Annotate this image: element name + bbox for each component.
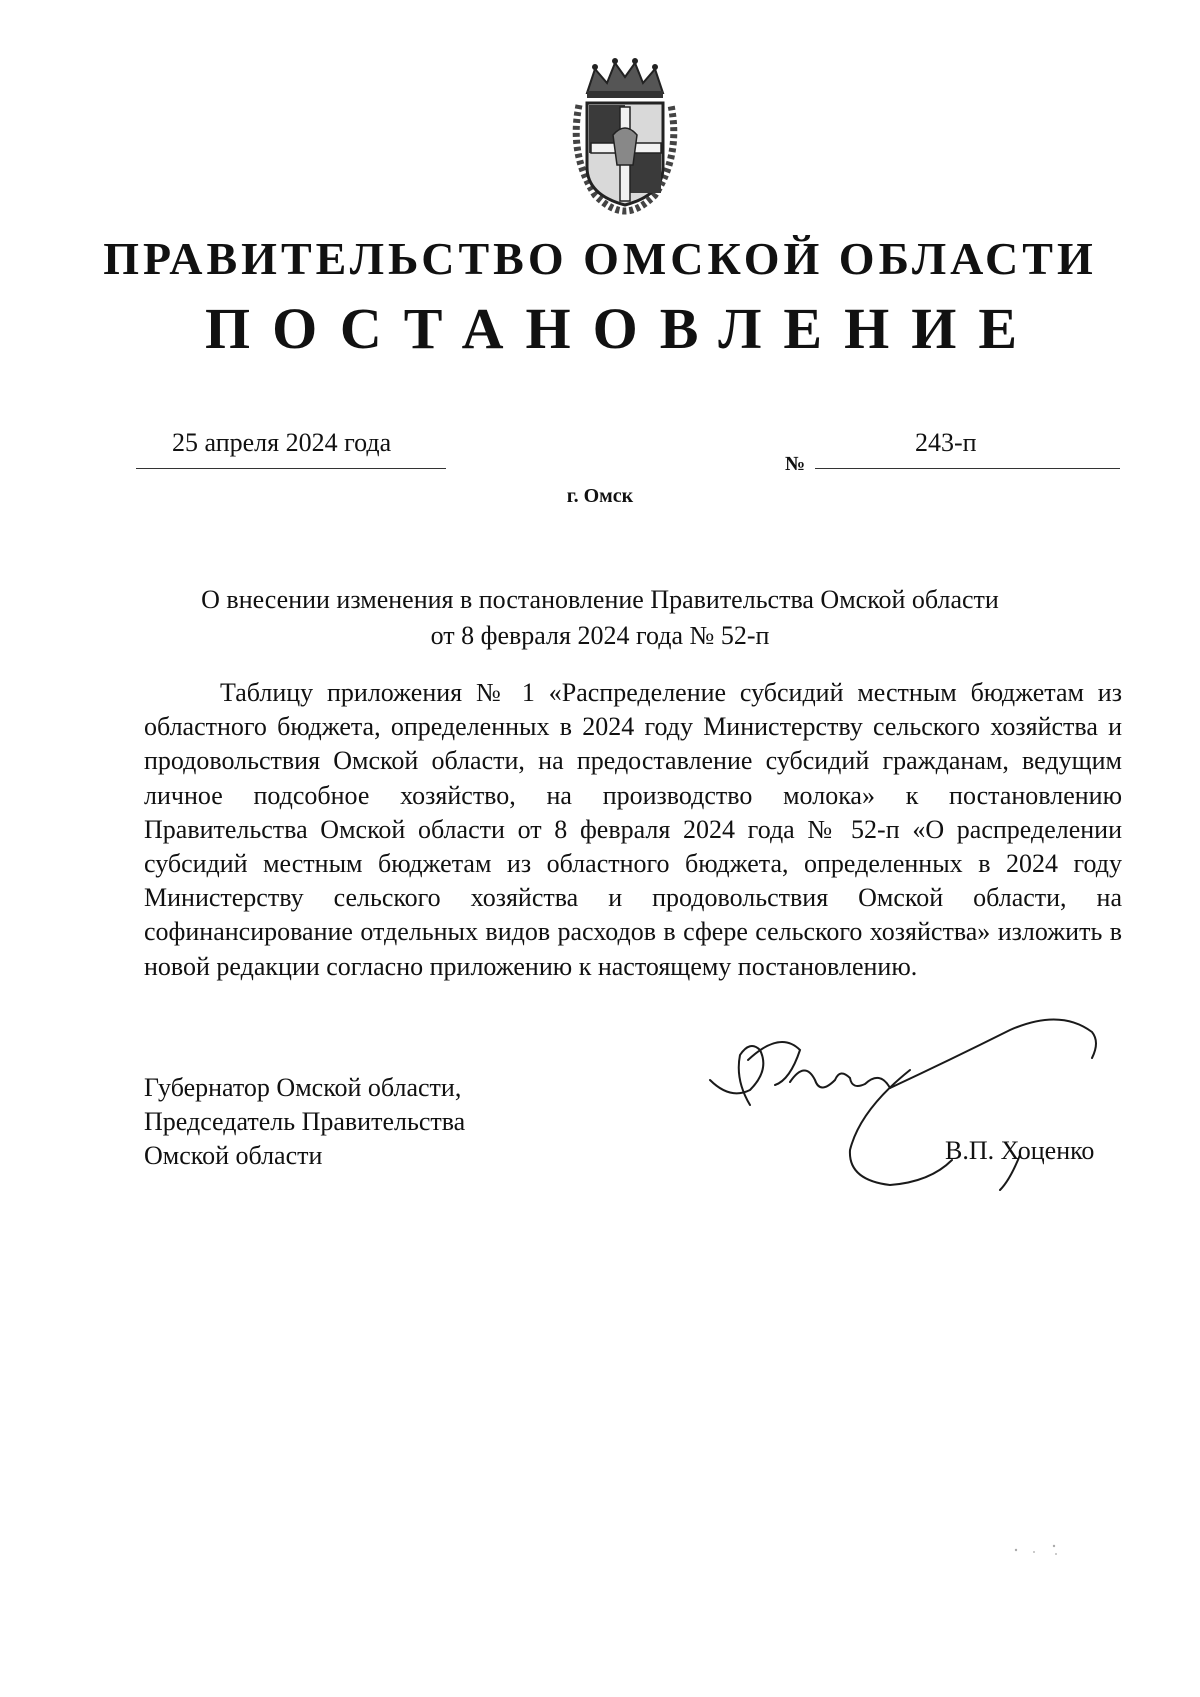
date-field — [136, 430, 446, 469]
signature-icon — [690, 1010, 1120, 1200]
signer-title-line-2: Председатель Правительства — [144, 1107, 466, 1136]
number-field — [815, 430, 1120, 469]
subject-line-1: О внесении изменения в постановление Правительства Омской области — [201, 585, 999, 614]
coat-of-arms-icon — [565, 55, 685, 215]
document-date: 25 апреля 2024 года — [172, 428, 392, 457]
signer-title — [144, 1071, 465, 1173]
document-kind-title: ПОСТАНОВЛЕНИЕ — [204, 296, 1040, 361]
signer-name: В.П. Хоценко — [945, 1136, 1095, 1165]
number-sign: № — [785, 453, 806, 475]
scan-specks-icon — [1010, 1540, 1070, 1560]
signer-title-line-3: Омской области — [144, 1141, 323, 1170]
body-paragraph: Таблицу приложения № 1 «Распределение субсидий местным бюджетам из областного бюджета, определенных в 2024 году Министерству сельского хозяйства и продовольствия Омской области, на предоставление субсидий гражданам, ведущим личное подсобное хозяйство, на производство молока» к постановлению Правительства Омской области от 8 февраля 2024 года № 52-п «О распределении субсидий местным бюджетам из областного бюджета, определенных в 2024 году Министерству сельского хозяйства и продовольствия Омской области, на софинансирование отдельных видов расходов в сфере сельского хозяйства» изложить в новой редакции согласно приложению к настоящему постановлению. — [144, 678, 1122, 981]
city-label: г. Омск — [566, 485, 634, 507]
subject-line-2: от 8 февраля 2024 года № 52-п — [430, 621, 770, 650]
document-subject — [0, 582, 1200, 654]
government-title: ПРАВИТЕЛЬСТВО ОМСКОЙ ОБЛАСТИ — [103, 233, 1097, 284]
document-number: 243-п — [915, 428, 977, 457]
signer-title-line-1: Губернатор Омской области, — [144, 1073, 462, 1102]
